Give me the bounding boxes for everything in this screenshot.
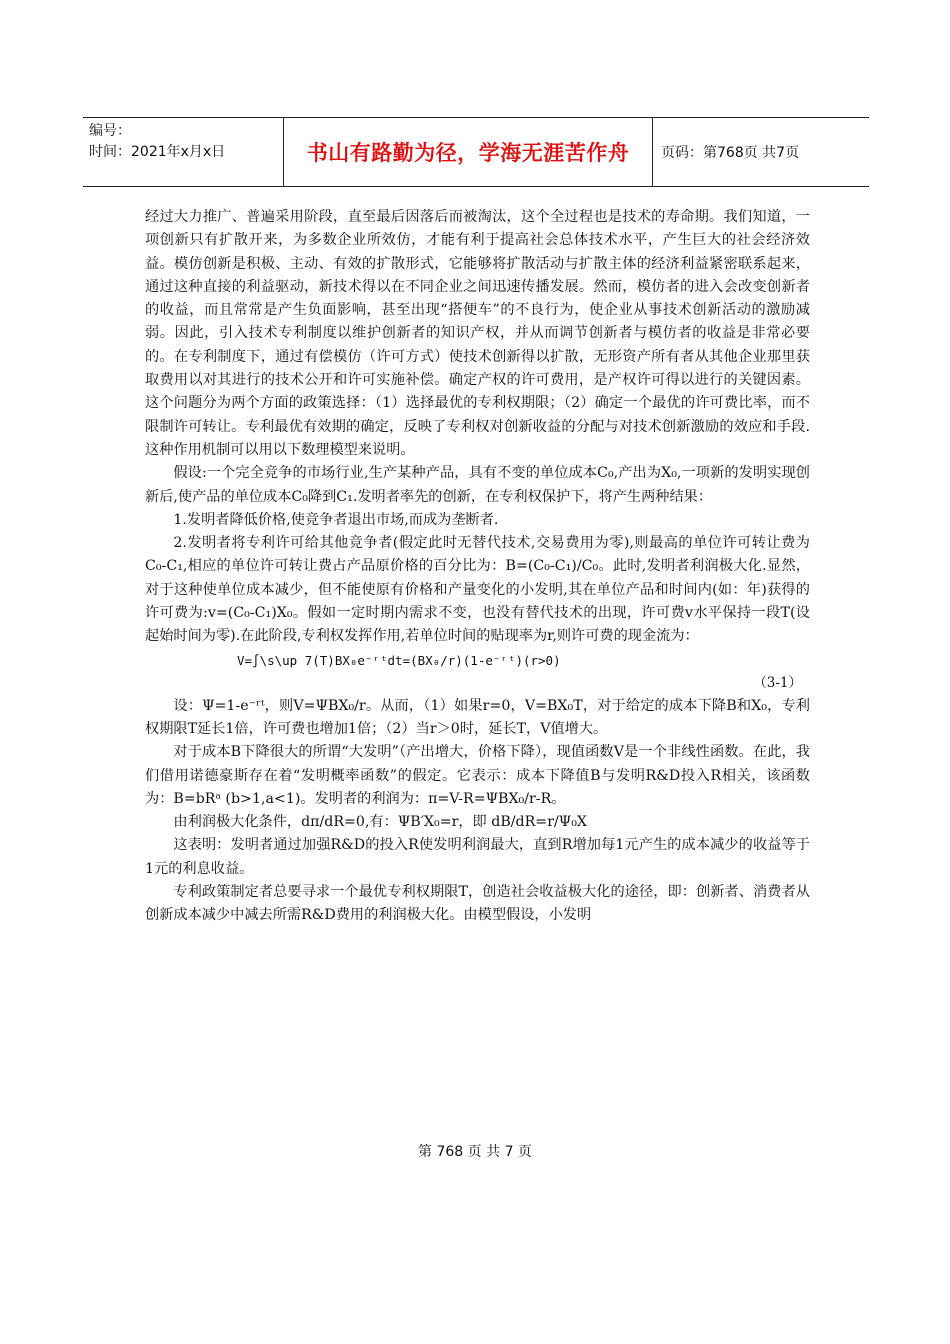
paragraph-6: 对于成本B下降很大的所谓“大发明”（产出增大，价格下降），现值函数V是一个非线性函数。在此，我们借用诺德豪斯存在着“发明概率函数”的假定。它表示：成本下降值B与发明R&D投入R相关，该函数为：B=bRᵃ (b>1,a<1)。发明者的利润为：π=V-R=ΨBX₀/r-R。	[145, 744, 810, 807]
header-motto: 书山有路勤为径，学海无涯苦作舟	[283, 118, 653, 186]
equation-number: （3-1）	[753, 674, 802, 691]
paragraph-1: 经过大力推广、普遍采用阶段，直至最后因落后而被淘汰，这个全过程也是技术的寿命期。我们知道，一项创新只有扩散开来，为多数企业所效仿，才能有利于提高社会总体技术水平，产生巨大的社会经济效益。模仿创新是积极、主动、有效的扩散形式，它能够将扩散活动与扩散主体的经济利益紧密联系起来，通过这种直接的利益驱动，新技术得以在不同企业之间迅速传播发展。然而，模仿者的进入会改变创新者的收益，而且常常是产生负面影响，甚至出现“搭便车”的不良行为，使企业从事技术创新活动的激励减弱。因此，引入技术专利制度以维护创新者的知识产权，并从而调节创新者与模仿者的收益是非常必要的。在专利制度下，通过有偿模仿（许可方式）使技术创新得以扩散，无形资产所有者从其他企业那里获取费用以对其进行的技术公开和许可实施补偿。确定产权的许可费用，是产权许可得以进行的关键因素。这个问题分为两个方面的政策选择：（1）选择最优的专利权期限；（2）确定一个最优的许可费比率，而不限制许可转让。专利最优有效期的确定，反映了专利权对创新收益的分配与对技术创新激励的效应和手段.这种作用机制可以用以下数理模型来说明。	[145, 209, 810, 458]
paragraph-8: 这表明：发明者通过加强R&D的投入R使发明利润最大，直到R增加每1元产生的成本减少的收益等于1元的利息收益。	[145, 837, 810, 877]
formula-3-1: V=∫\s\up 7(T)BX₀e⁻ʳᵗdt=(BX₀/r)(1-e⁻ʳᵗ)(r>0)	[237, 652, 561, 668]
header-left	[83, 118, 283, 186]
paragraph-9: 专利政策制定者总要寻求一个最优专利权期限T，创造社会收益极大化的途径，即：创新者、消费者从创新成本减少中减去所需R&D费用的利润极大化。由模型假设，小发明	[145, 884, 810, 924]
paragraph-7: 由利润极大化条件，dπ/dR=0,有：ΨB′X₀=r，即 dB/dR=r/Ψ₀X	[173, 814, 587, 831]
paragraph-2: 假设:一个完全竞争的市场行业,生产某种产品，具有不变的单位成本C₀,产出为X₀,一项新的发明实现创新后,使产品的单位成本C₀降到C₁.发明者率先的创新，在专利权保护下，将产生两种结果：	[145, 465, 810, 505]
document-time: 时间：2021年x月x日	[89, 144, 226, 160]
document-number-label: 编号：	[89, 123, 131, 139]
paragraph-5: 设：Ψ=1-e⁻ʳᵗ，则V=ΨBX₀/r。从而，（1）如果r=0，V=BX₀T，对于给定的成本下降B和X₀，专利权期限T延长1倍，许可费也增加1倍；（2）当r＞0时，延长T，V值增大。	[145, 697, 810, 737]
document-body	[145, 206, 810, 928]
page-footer: 第 768 页 共 7 页	[418, 1144, 532, 1160]
paragraph-4: 2.发明者将专利许可给其他竞争者(假定此时无替代技术,交易费用为零),则最高的单位许可转让费为C₀-C₁,相应的单位许可转让费占产品原价格的百分比为：B=(C₀-C₁)/C₀。此时,发明者利润极大化.显然，对于这种使单位成本减少，但不能使原有价格和产量变化的小发明,其在单位产品和时间内(如：年)获得的许可费为:v=(C₀-C₁)X₀。假如一定时期内需求不变，也没有替代技术的出现，许可费v水平保持一段T(设起始时间为零).在此阶段,专利权发挥作用,若单位时间的贴现率为r,则许可费的现金流为：	[145, 535, 810, 645]
paragraph-3: 1.发明者降低价格,使竞争者退出市场,而成为垄断者.	[173, 511, 499, 528]
header-page-info: 页码：第768页 共7页	[661, 145, 800, 161]
page-header	[83, 117, 869, 187]
